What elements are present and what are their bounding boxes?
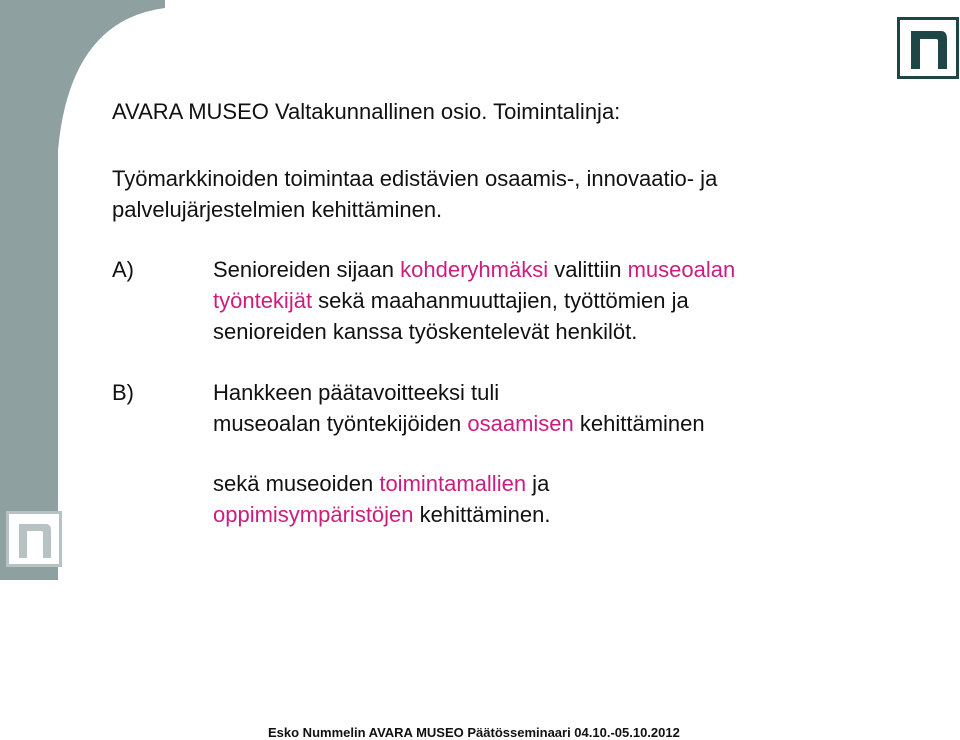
item-b-text-part1 [213,377,705,439]
item-a-label: A) [112,257,134,282]
text-run: ja [526,471,550,496]
slide-title: AVARA MUSEO Valtakunnallinen osio. Toimintalinja: [112,99,621,124]
item-a-line [213,316,735,347]
text-run: senioreiden kanssa työskentelevät henkilöt. [213,319,638,344]
item-a-text [213,254,735,347]
highlight-run: oppimisympäristöjen [213,502,414,527]
item-b-label: B) [112,380,134,405]
slide-subtitle [112,163,717,225]
item-a-line [213,254,735,285]
text-run: sekä maahanmuuttajien, työttömien ja [312,288,689,313]
text-run: kehittäminen. [413,502,551,527]
museum-logo-faded-icon [6,511,62,567]
highlight-run: museoalan [627,257,736,282]
highlight-run: työntekijät [213,288,313,313]
footer-credit: Esko Nummelin AVARA MUSEO Päätösseminaari 04.10.-05.10.2012 [268,725,680,740]
item-b-line [213,468,551,499]
text-run: sekä museoiden [213,471,380,496]
item-a-line [213,285,735,316]
text-run: kehittäminen [573,411,705,436]
item-b-line [213,408,705,439]
museum-logo-icon [897,17,959,79]
subtitle-line: palvelujärjestelmien kehittäminen. [112,197,443,222]
item-b-text-part2 [213,468,551,530]
highlight-run: osaamisen [467,411,574,436]
highlight-run: toimintamallien [379,471,527,496]
highlight-run: kohderyhmäksi [400,257,549,282]
text-run: museoalan työntekijöiden [213,411,468,436]
text-run: Senioreiden sijaan [213,257,401,282]
subtitle-line: Työmarkkinoiden toimintaa edistävien osaamis-, innovaatio- ja [112,166,718,191]
item-b-line [213,499,551,530]
item-b-line [213,377,705,408]
text-run: valittiin [548,257,628,282]
text-run: Hankkeen päätavoitteeksi tuli [213,380,500,405]
